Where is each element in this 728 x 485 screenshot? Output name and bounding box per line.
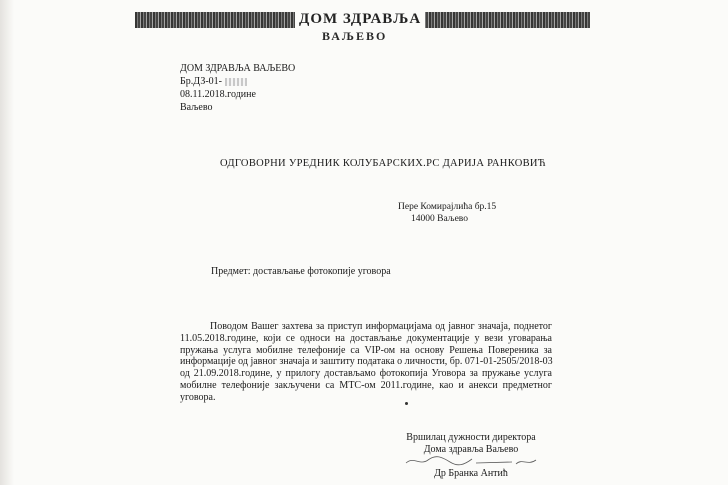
body-line: 11.05.2018.године, који се односи на достављање документације у вези уговарања [180,332,552,344]
body-line: мобилне телефоније закључени са МТС-ом 2011.године, као и анекси предметног [180,379,552,391]
signature-block [398,432,544,480]
sender-reference-row [180,75,295,88]
sender-institution: ДОМ ЗДРАВЉА ВАЉЕВО [180,63,296,74]
scan-edge-shadow [0,0,14,485]
signatory-institution: Дома здравља Ваљево [423,444,519,455]
sender-reference: Бр.ДЗ-01- [180,76,222,87]
sender-date: 08.11.2018.године [180,89,256,100]
address-street: Пере Комирајлића бр.15 [398,202,497,212]
letterhead-subtitle: ВАЉЕВО [322,29,388,43]
signature-scribble-icon [402,454,542,468]
body-line: од 21.09.2018.године, у прилогу достављамо фотокопија Уговора за пружање услуга [180,368,552,380]
signatory-name: Др Бранка Антић [434,468,508,479]
body-line: Поводом Вашег захтева за приступ информацијама од јавног значаја, поднетог [210,321,552,332]
subject-line: Предмет: достављање фотокопије уговора [211,266,391,277]
recipient-line: ОДГОВОРНИ УРЕДНИК КОЛУБАРСКИХ.РС ДАРИЈА РАНКОВИЋ [220,158,546,169]
scan-speck [405,402,408,405]
body-line: пружања услуга мобилне телефоније са VIP-ом на основу Решења Повереника за [180,344,552,356]
body-line: уговора. [180,391,216,403]
letterhead-title: ДОМ ЗДРАВЉА [295,11,425,28]
sender-block [180,62,295,114]
letter-body [180,321,552,404]
sender-city: Ваљево [180,102,213,113]
redacted-number [225,78,247,86]
address-postal-city: 14000 Ваљево [411,214,468,224]
signatory-role: Вршилац дужности директора [406,432,536,443]
recipient-address [398,201,496,225]
handwritten-signature [398,456,544,468]
body-line: информације од јавног значаја и заштиту података о личности, бр. 071-01-2505/2018-03 [180,356,553,368]
